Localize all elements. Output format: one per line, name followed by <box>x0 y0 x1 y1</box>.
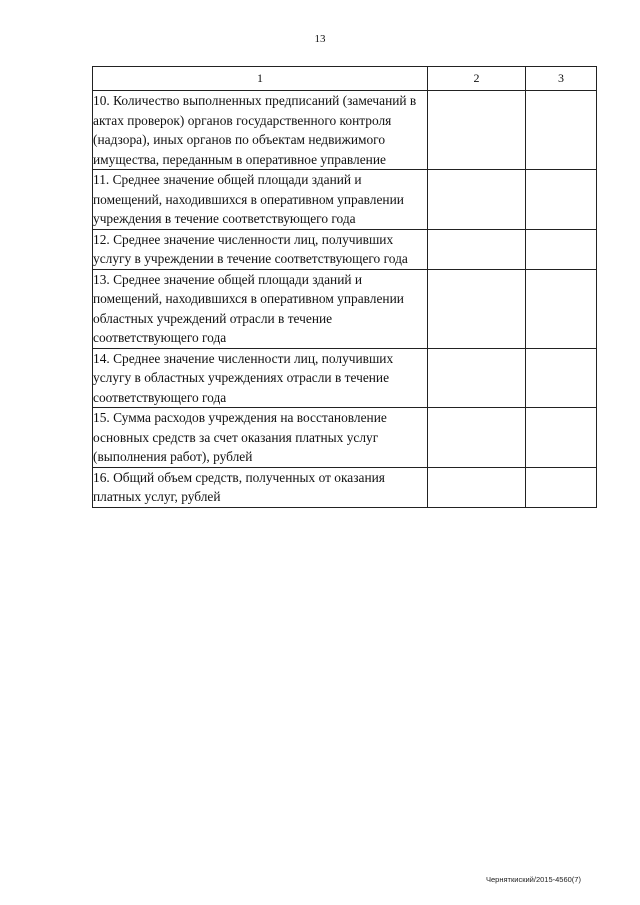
indicator-description: 14. Среднее значение численности лиц, получивших услугу в областных учреждениях отрасли в течение соответствующего года <box>93 348 428 408</box>
indicator-description: 12. Среднее значение численности лиц, получивших услугу в учреждении в течение соответствующего года <box>93 229 428 269</box>
indicator-value-col3 <box>526 229 597 269</box>
indicator-value-col3 <box>526 170 597 230</box>
indicator-value-col3 <box>526 91 597 170</box>
indicator-description: 11. Среднее значение общей площади зданий и помещений, находившихся в оперативном управлении учреждения в течение соответствующего года <box>93 170 428 230</box>
indicator-value-col3 <box>526 408 597 468</box>
indicator-value-col2 <box>428 408 526 468</box>
indicator-value-col3 <box>526 269 597 348</box>
indicator-value-col2 <box>428 269 526 348</box>
indicator-value-col2 <box>428 91 526 170</box>
column-header-3: 3 <box>526 67 597 91</box>
table-row <box>93 170 597 230</box>
table-row <box>93 269 597 348</box>
column-header-2: 2 <box>428 67 526 91</box>
page-number: 13 <box>314 33 326 45</box>
table-row <box>93 467 597 507</box>
table-row <box>93 408 597 468</box>
table-row <box>93 229 597 269</box>
indicator-value-col2 <box>428 348 526 408</box>
indicator-value-col3 <box>526 348 597 408</box>
column-header-1: 1 <box>93 67 428 91</box>
indicator-value-col2 <box>428 229 526 269</box>
indicator-value-col2 <box>428 467 526 507</box>
indicators-table <box>92 66 597 508</box>
indicator-description: 10. Количество выполненных предписаний (замечаний в актах проверок) органов государственного контроля (надзора), иных органов по объектам недвижимого имущества, переданным в оперативное управление <box>93 91 428 170</box>
document-code: Черняткиский/2015-4560(7) <box>486 875 581 884</box>
table-header-row <box>93 67 597 91</box>
indicator-description: 15. Сумма расходов учреждения на восстановление основных средств за счет оказания платных услуг (выполнения работ), рублей <box>93 408 428 468</box>
indicator-value-col2 <box>428 170 526 230</box>
indicator-value-col3 <box>526 467 597 507</box>
table-row <box>93 348 597 408</box>
table-row <box>93 91 597 170</box>
indicator-description: 13. Среднее значение общей площади зданий и помещений, находившихся в оперативном управлении областных учреждений отрасли в течение соответствующего года <box>93 269 428 348</box>
indicator-description: 16. Общий объем средств, полученных от оказания платных услуг, рублей <box>93 467 428 507</box>
